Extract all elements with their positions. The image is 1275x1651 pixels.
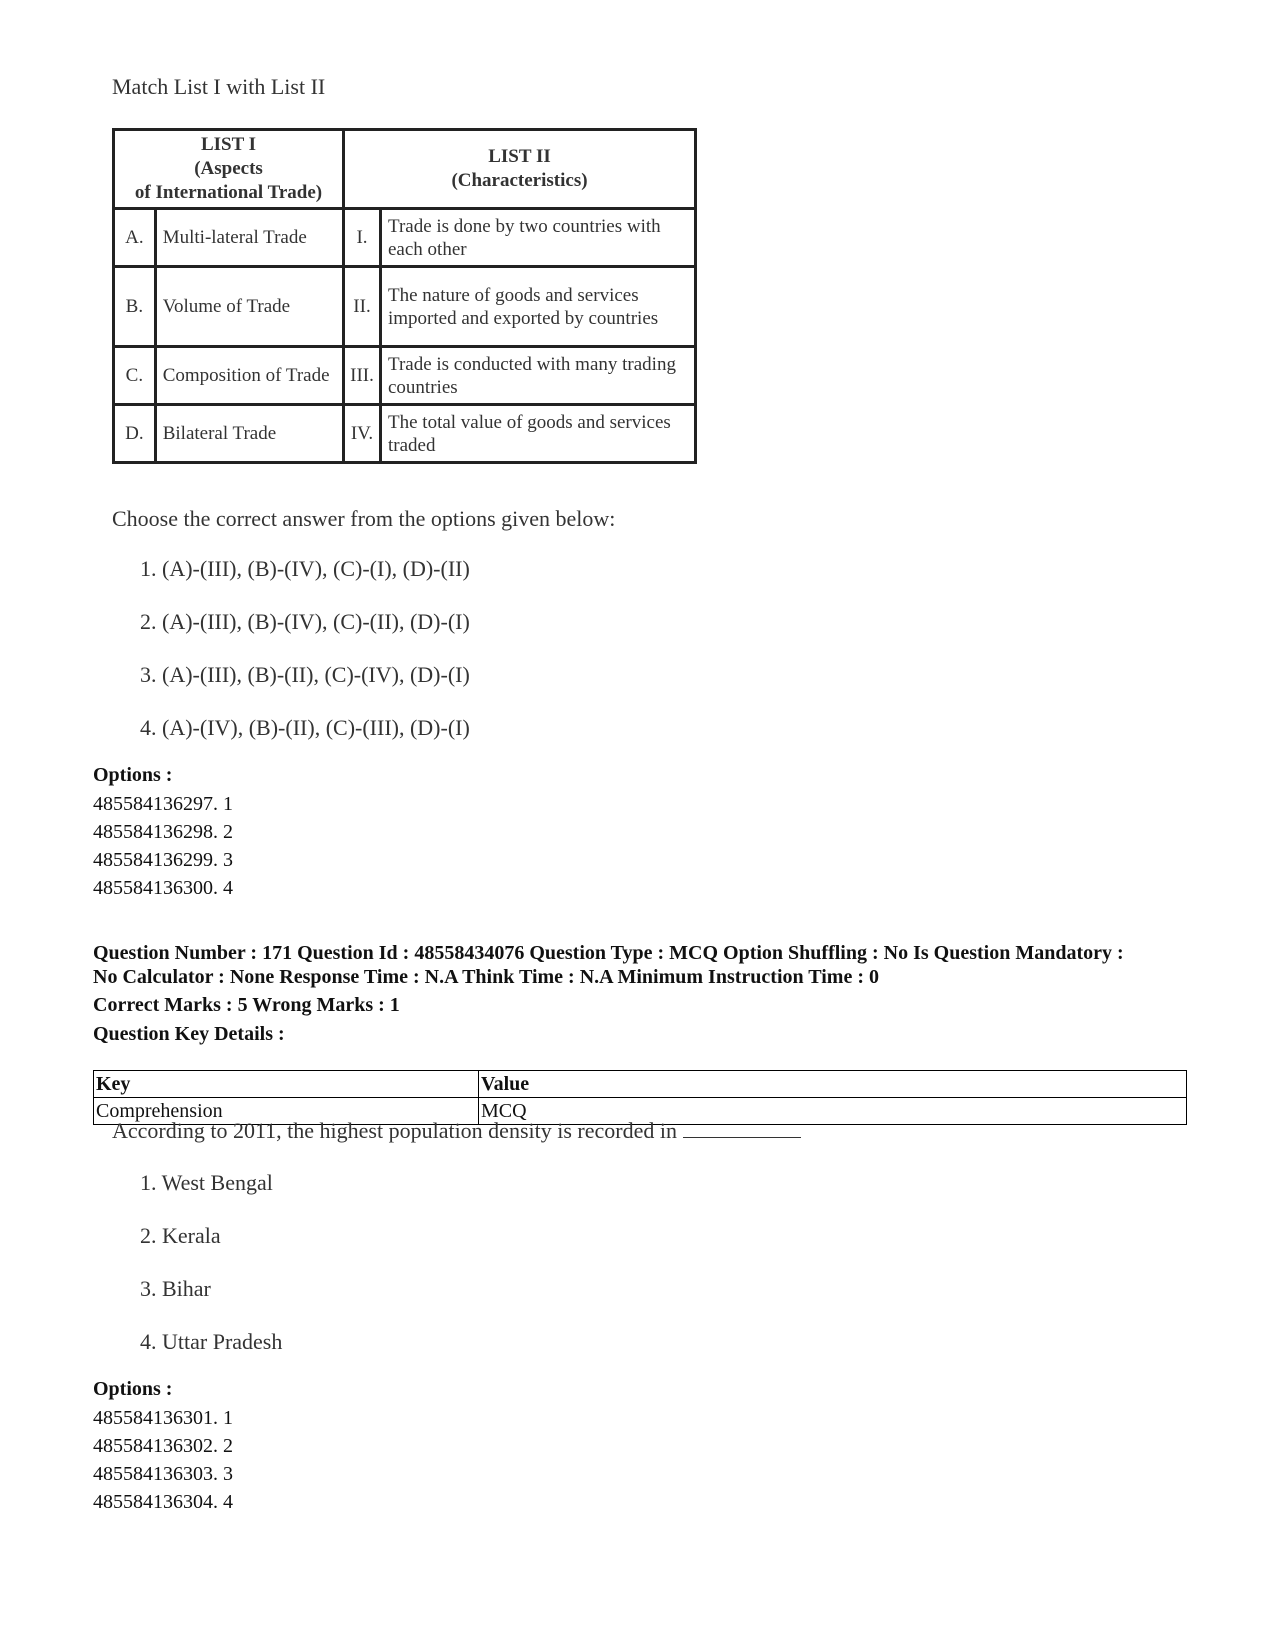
q1-choice: 3. (A)-(III), (B)-(II), (C)-(IV), (D)-(I) (140, 662, 470, 687)
q1-intro: Match List I with List II (112, 74, 326, 99)
match-table (112, 128, 697, 464)
list2-header: LIST II (Characteristics) (344, 130, 696, 209)
q1-option: 485584136298. 2 (93, 821, 233, 843)
match-row: C. Composition of Trade III. Trade is conducted with many trading countries (114, 347, 696, 405)
q2-option: 485584136303. 3 (93, 1463, 233, 1485)
q2-marks: Correct Marks : 5 Wrong Marks : 1 (93, 994, 400, 1016)
q2-key-details-label: Question Key Details : (93, 1023, 285, 1045)
match-table-header (114, 130, 696, 209)
key-details-row: Comprehension MCQ (94, 1098, 1187, 1125)
q1-option: 485584136299. 3 (93, 849, 233, 871)
key-details-header: Key Value (94, 1071, 1187, 1098)
answer-blank (683, 1119, 801, 1138)
q1-choice: 4. (A)-(IV), (B)-(II), (C)-(III), (D)-(I) (140, 715, 470, 740)
q1-option: 485584136297. 1 (93, 793, 233, 815)
q2-choice: 1. West Bengal (140, 1170, 273, 1195)
q2-meta: Question Number : 171 Question Id : 48558434076 Question Type : MCQ Option Shuffling : No Is Question Mandatory : No Calculator : None Response Time : N.A Think Time : N.A Minimum Instruction Time : 0 (93, 942, 1124, 988)
q2-option: 485584136301. 1 (93, 1407, 233, 1429)
key-details-table (93, 1070, 1187, 1125)
q1-choose-instruction: Choose the correct answer from the options given below: (112, 506, 616, 531)
q1-options-label: Options : (93, 764, 173, 786)
list1-header: LIST I (Aspects of International Trade) (114, 130, 344, 209)
q2-choice: 2. Kerala (140, 1223, 221, 1248)
match-row: A. Multi-lateral Trade I. Trade is done by two countries with each other (114, 209, 696, 267)
q2-option: 485584136302. 2 (93, 1435, 233, 1457)
q1-choice: 1. (A)-(III), (B)-(IV), (C)-(I), (D)-(II) (140, 556, 470, 581)
q2-option: 485584136304. 4 (93, 1491, 233, 1513)
q2-choice: 3. Bihar (140, 1276, 211, 1301)
q2-choice: 4. Uttar Pradesh (140, 1329, 283, 1354)
q2-question: According to 2011, the highest population density is recorded in (112, 1118, 801, 1144)
match-row: D. Bilateral Trade IV. The total value of goods and services traded (114, 405, 696, 463)
match-row: B. Volume of Trade II. The nature of goods and services imported and exported by countries (114, 267, 696, 347)
q1-option: 485584136300. 4 (93, 877, 233, 899)
q2-options-label: Options : (93, 1378, 173, 1400)
q1-choice: 2. (A)-(III), (B)-(IV), (C)-(II), (D)-(I) (140, 609, 470, 634)
